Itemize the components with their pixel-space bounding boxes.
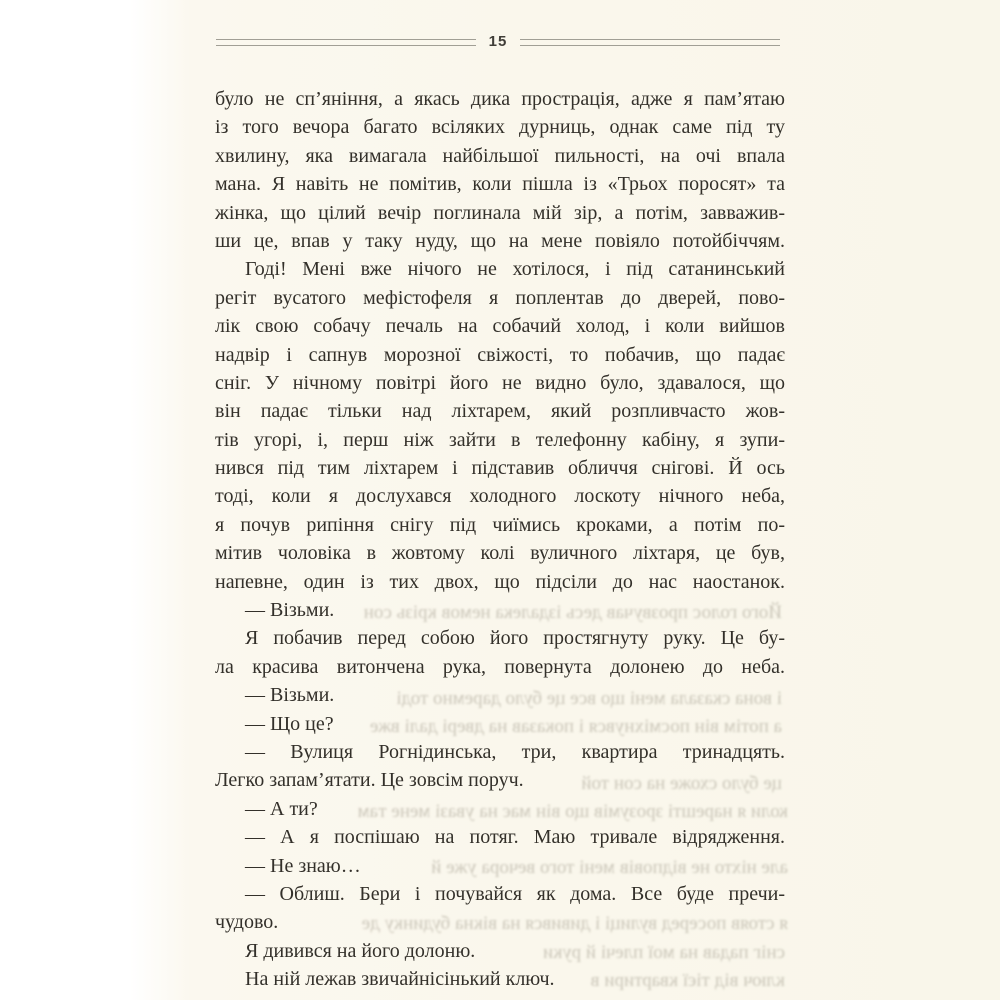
bleedthrough-text: і вона сказала мені що все це було даремно тоді xyxy=(396,688,782,709)
text-line: мітив чоловіка в жовтому колі вуличного ліхтаря, це був, xyxy=(215,542,785,565)
text-line: Я побачив перед собою його простягнуту руку. Це бу- xyxy=(245,627,785,650)
header-rule-left xyxy=(216,39,476,46)
body-text xyxy=(215,85,785,994)
text-line: сніг. У нічному повітрі його не видно було, здавалося, що xyxy=(215,371,785,394)
text-line: жінка, що цілий вечір поглинала мій зір, а потім, завважив- xyxy=(215,201,785,224)
text-line: Я дивився на його долоню. xyxy=(245,939,476,962)
header-rule-right xyxy=(520,39,780,46)
text-line: хвилину, яка вимагала найбільшої пильності, на очі впала xyxy=(215,144,785,167)
text-line: — Не знаю… xyxy=(245,854,361,877)
bleedthrough-text: сніг падав на мої плечі й руки xyxy=(542,942,785,963)
text-line: Легко запам’ятати. Це зовсім поруч. xyxy=(215,769,524,792)
text-line: було не сп’яніння, а якась дика прострація, адже я пам’ятаю xyxy=(215,88,785,110)
page-header xyxy=(216,33,780,51)
text-line: На ній лежав звичайнісінький ключ. xyxy=(245,968,555,991)
text-line: нився під тим ліхтарем і підставив обличчя снігові. Й ось xyxy=(215,457,785,480)
bleedthrough-text: коли я нарешті зрозумів що він має на увазі мене там xyxy=(357,801,788,822)
text-line: мана. Я навіть не помітив, коли пішла із «Трьох поросят» та xyxy=(215,173,785,196)
bleedthrough-text: я стояв посеред вулиці і дивився на вікна будинку де xyxy=(361,913,788,934)
text-line: — Візьми. xyxy=(245,599,335,622)
text-line: ла красива витончена рука, повернута долонею до неба. xyxy=(215,655,785,678)
bleedthrough-text: ключ від тієї квартири в xyxy=(590,970,785,991)
bleedthrough-text: це було схоже на сон той xyxy=(581,773,782,794)
bleedthrough-text: але ніхто не відповів мені того вечора уже й xyxy=(431,857,788,878)
bleedthrough-text: Його голос прозвучав десь іздалека немов крізь сон xyxy=(363,602,782,623)
text-line: — А ти? xyxy=(245,797,318,820)
text-line: я почув рипіння снігу під чиїмись кроками, а потім по- xyxy=(215,513,785,536)
text-line: надвір і сапнув морозної свіжості, то побачив, що падає xyxy=(215,343,785,366)
text-line: напевне, один із тих двох, що підсіли до нас наостанок. xyxy=(215,570,785,593)
text-line: — Що це? xyxy=(245,712,334,735)
text-line: тоді, коли я дослухався холодного лоскоту нічного неба, xyxy=(215,485,785,508)
text-line: — А я поспішаю на потяг. Маю тривале відрядження. xyxy=(245,826,785,849)
text-line: чудово. xyxy=(215,911,279,934)
text-line: із того вечора багато всіляких дурниць, однак саме під ту xyxy=(215,116,785,139)
text-line: він падає тільки над ліхтарем, який розпливчасто жов- xyxy=(215,400,785,423)
text-line: — Візьми. xyxy=(245,684,335,707)
text-line: — Вулиця Рогнідинська, три, квартира тринадцять. xyxy=(245,740,785,763)
bleedthrough-text: а потім він посміхнувся і показав на двері далі вже xyxy=(369,716,782,737)
text-line: регіт вусатого мефістофеля я поплентав до дверей, пово- xyxy=(215,286,785,309)
text-line: — Облиш. Бери і почувайся як дома. Все буде пречи- xyxy=(245,882,785,905)
text-line: лік свою собачу печаль на собачий холод, і коли вийшов xyxy=(215,315,785,338)
page-number: 15 xyxy=(488,32,508,50)
text-line: тів угорі, і, перш ніж зайти в телефонну кабіну, я зупи- xyxy=(215,428,785,451)
text-line: Годі! Мені вже нічого не хотілося, і під сатанинський xyxy=(245,258,785,281)
text-line: ши це, впав у таку нуду, що на мене повіяло потойбіччям. xyxy=(215,229,785,252)
